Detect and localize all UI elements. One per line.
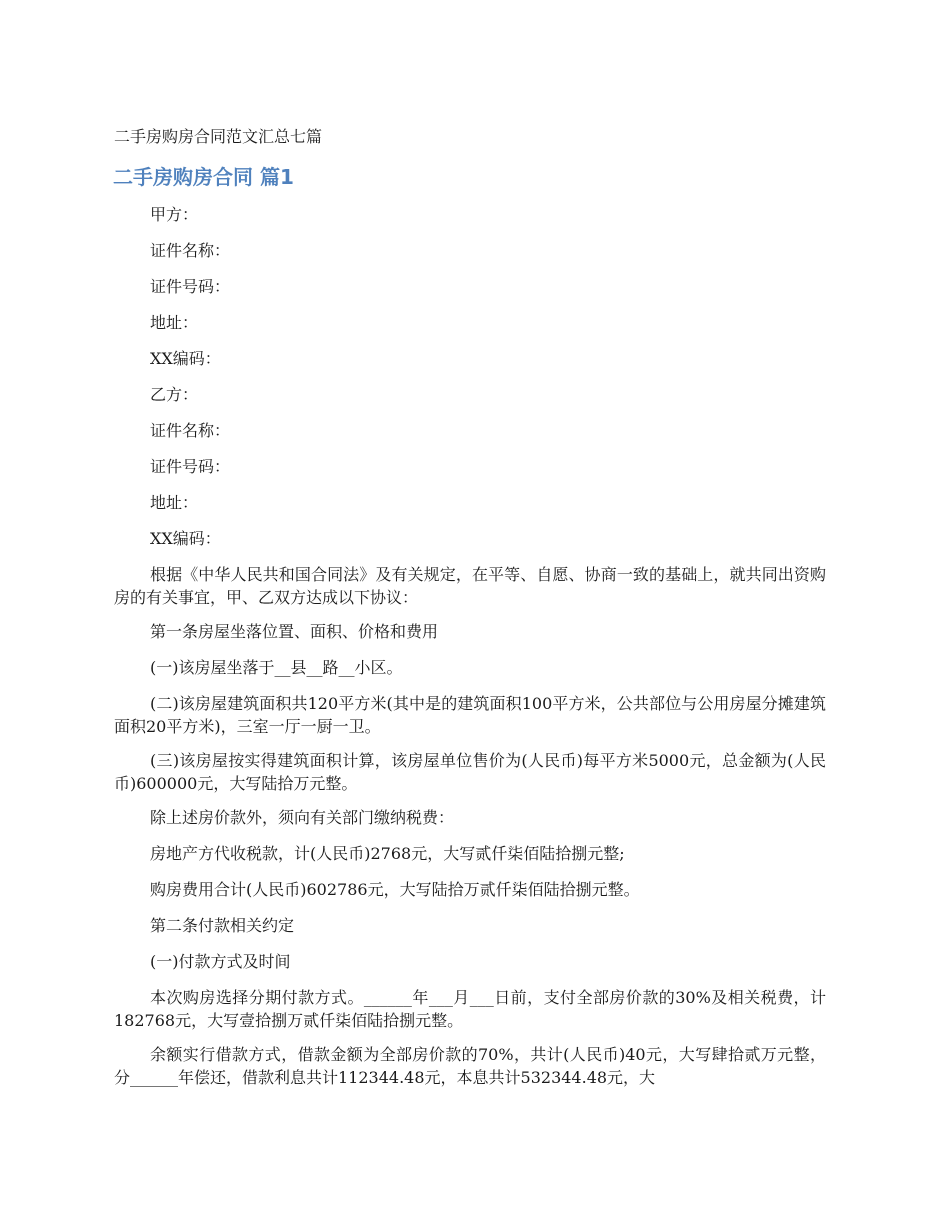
party-b-id-number: 证件号码：	[150, 457, 231, 476]
installment-paragraph: 本次购房选择分期付款方式。______年___月___日前，支付全部房价款的30%及相关税费，计182768元，大写壹拾捌万贰仟柒佰陆拾捌元整。	[114, 988, 826, 1030]
article-2-title: 第二条付款相关约定	[150, 916, 295, 935]
party-a-postcode: XX编码：	[150, 349, 221, 368]
article-1-item-2: (二)该房屋建筑面积共120平方米(其中是的建筑面积100平方米，公共部位与公用房屋分摊建筑面积20平方米)，三室一厅一厨一卫。	[114, 694, 826, 736]
party-b-id-name: 证件名称：	[150, 421, 231, 440]
party-b-postcode: XX编码：	[150, 529, 221, 548]
article-1-title: 第一条房屋坐落位置、面积、价格和费用	[150, 622, 439, 641]
party-a-id-number: 证件号码：	[150, 277, 231, 296]
party-a-id-name: 证件名称：	[150, 241, 231, 260]
intro-paragraph: 根据《中华人民共和国合同法》及有关规定，在平等、自愿、协商一致的基础上，就共同出资购房的有关事宜，甲、乙双方达成以下协议：	[114, 565, 826, 607]
tax-intro: 除上述房价款外，须向有关部门缴纳税费：	[150, 808, 455, 827]
total-line: 购房费用合计(人民币)602786元，大写陆拾万贰仟柒佰陆拾捌元整。	[150, 880, 640, 899]
article-1-item-3: (三)该房屋按实得建筑面积计算，该房屋单位售价为(人民币)每平方米5000元，总金额为(人民币)600000元，大写陆拾万元整。	[114, 751, 826, 793]
article-1-item-1: (一)该房屋坐落于__县__路__小区。	[150, 658, 403, 677]
party-a-label: 甲方：	[150, 205, 199, 224]
party-b-address: 地址：	[150, 493, 199, 512]
article-2-item-1: (一)付款方式及时间	[150, 952, 291, 971]
loan-paragraph: 余额实行借款方式，借款金额为全部房价款的70%，共计(人民币)40元，大写肆拾贰万元整，分______年偿还，借款利息共计112344.48元，本息共计532344.48元，大	[114, 1045, 826, 1087]
party-b-label: 乙方：	[150, 385, 199, 404]
tax-line: 房地产方代收税款，计(人民币)2768元，大写贰仟柒佰陆拾捌元整;	[150, 844, 625, 863]
section-heading: 二手房购房合同 篇1	[113, 165, 294, 189]
document-title: 二手房购房合同范文汇总七篇	[114, 127, 323, 146]
party-a-address: 地址：	[150, 313, 199, 332]
